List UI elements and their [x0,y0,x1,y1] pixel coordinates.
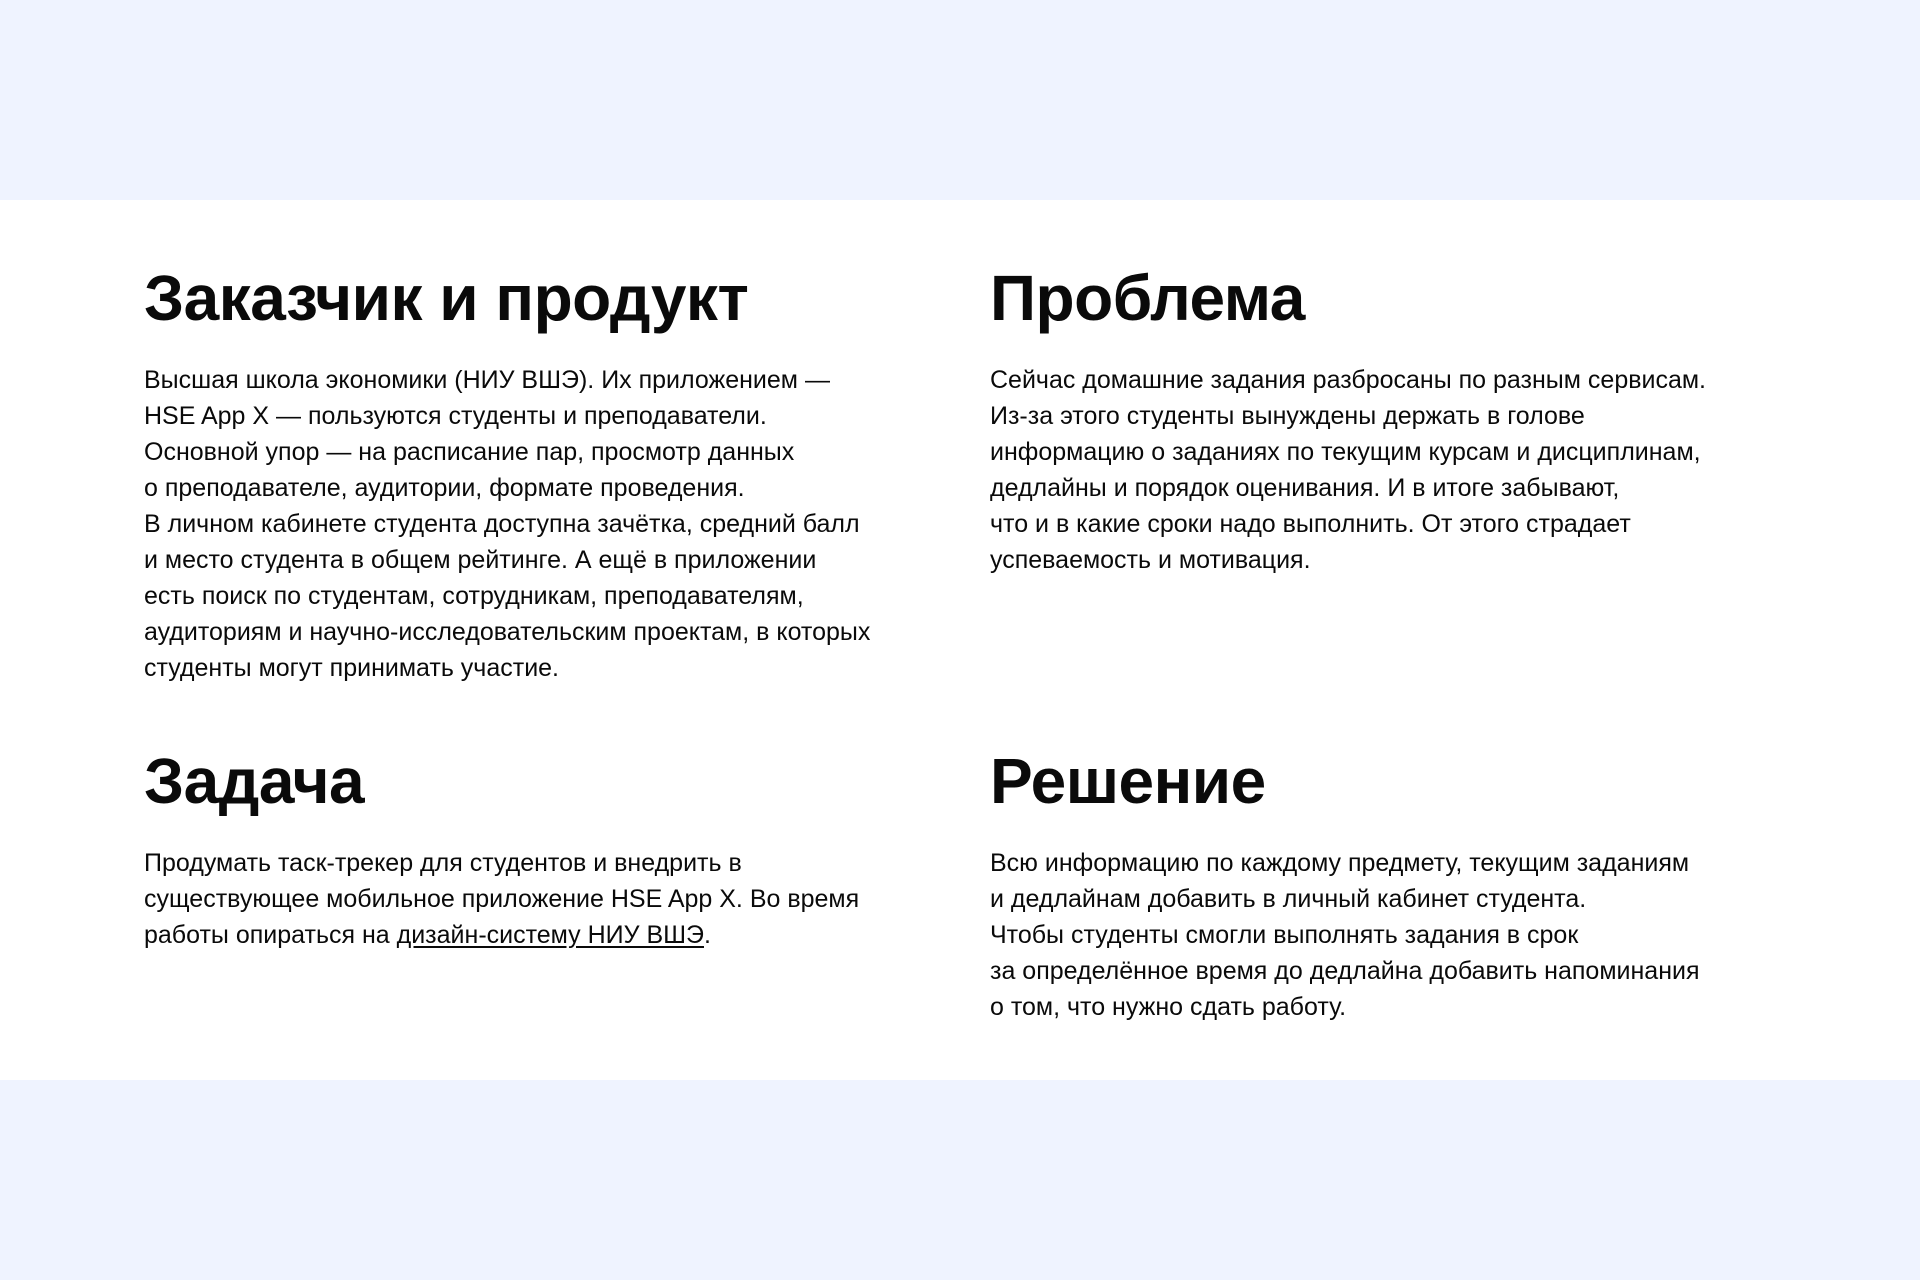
solution-title: Решение [990,745,1266,817]
text-line-prefix: работы опираться на [144,921,397,949]
text-line: о том, что нужно сдать работу. [990,993,1347,1021]
text-line: дедлайны и порядок оценивания. И в итоге забывают, [990,474,1620,502]
solution-text [990,845,1790,1025]
text-line: Чтобы студенты смогли выполнять задания в срок [990,921,1579,949]
text-line: Из-за этого студенты вынуждены держать в голове [990,402,1585,430]
customer-section [144,262,944,686]
problem-section [990,262,1790,578]
customer-text [144,362,944,686]
text-line: В личном кабинете студента доступна зачётка, средний балл [144,510,860,538]
customer-title: Заказчик и продукт [144,262,749,334]
design-system-link[interactable]: дизайн-систему НИУ ВШЭ [396,921,704,949]
content-card [0,200,1920,1080]
text-line: Высшая школа экономики (НИУ ВШЭ). Их приложением — [144,366,830,394]
text-line: что и в какие сроки надо выполнить. От этого страдает [990,510,1631,538]
text-line: есть поиск по студентам, сотрудникам, преподавателям, [144,582,804,610]
text-line: Сейчас домашние задания разбросаны по разным сервисам. [990,366,1707,394]
text-line: и место студента в общем рейтинге. А ещё в приложении [144,546,817,574]
solution-section [990,745,1790,1025]
text-line: HSE App X — пользуются студенты и преподаватели. [144,402,767,430]
text-line: аудиториям и научно-исследовательским проектам, в которых [144,618,871,646]
text-line: существующее мобильное приложение HSE App X. Во время [144,885,860,913]
problem-text [990,362,1790,578]
text-line: за определённое время до дедлайна добавить напоминания [990,957,1700,985]
text-line: и дедлайнам добавить в личный кабинет студента. [990,885,1587,913]
task-text [144,845,944,953]
text-line-suffix: . [704,921,711,949]
text-line: Основной упор — на расписание пар, просмотр данных [144,438,795,466]
problem-title: Проблема [990,262,1305,334]
text-line: студенты могут принимать участие. [144,654,560,682]
text-line: Продумать таск-трекер для студентов и внедрить в [144,849,742,877]
task-section [144,745,944,953]
text-line-with-link [144,917,944,953]
text-line: о преподавателе, аудитории, формате проведения. [144,474,745,502]
text-line: успеваемость и мотивация. [990,546,1311,574]
task-title: Задача [144,745,365,817]
text-line: информацию о заданиях по текущим курсам и дисциплинам, [990,438,1701,466]
text-line: Всю информацию по каждому предмету, текущим заданиям [990,849,1690,877]
